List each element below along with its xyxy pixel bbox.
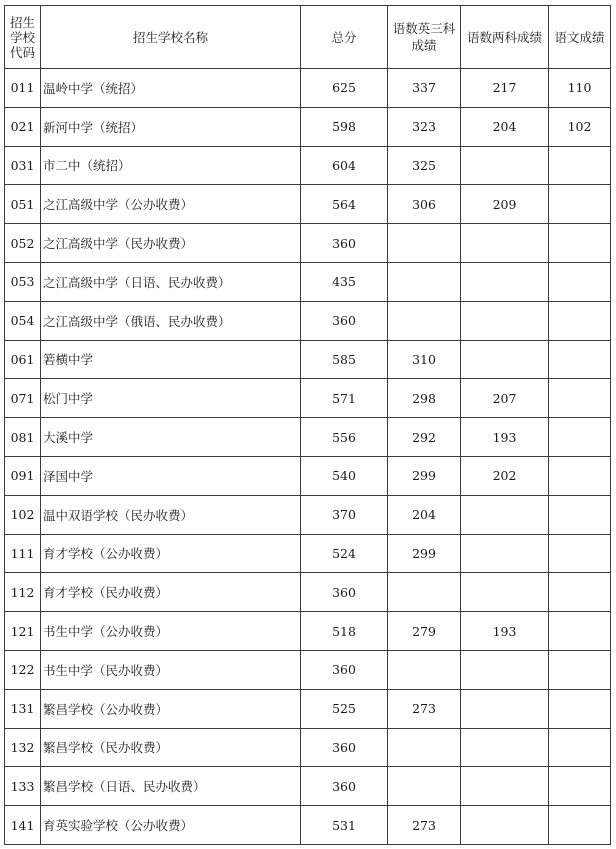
cell-two-subject-score: 217 [461,69,549,108]
cell-school-code: 052 [5,224,41,263]
cell-chinese-score [549,340,611,379]
cell-chinese-score [549,650,611,689]
admission-score-table [4,5,611,845]
cell-school-name: 之江高级中学（民办收费） [41,224,301,263]
cell-chinese-score [549,185,611,224]
header-three-subject-score: 语数英三科成绩 [388,6,461,69]
cell-school-name: 之江高级中学（日语、民办收费） [41,262,301,301]
cell-school-name: 大溪中学 [41,418,301,457]
table-row [5,806,611,845]
cell-total-score: 360 [301,728,388,767]
cell-school-code: 081 [5,418,41,457]
table-row [5,301,611,340]
cell-school-code: 071 [5,379,41,418]
cell-total-score: 604 [301,146,388,185]
cell-chinese-score [549,573,611,612]
cell-total-score: 518 [301,612,388,651]
cell-three-subject-score: 273 [388,689,461,728]
cell-three-subject-score [388,767,461,806]
cell-three-subject-score: 337 [388,69,461,108]
cell-two-subject-score [461,301,549,340]
cell-school-name: 书生中学（民办收费） [41,650,301,689]
table-body [5,69,611,845]
cell-two-subject-score [461,728,549,767]
header-two-subject-score: 语数两科成绩 [461,6,549,69]
cell-three-subject-score [388,650,461,689]
cell-school-code: 141 [5,806,41,845]
cell-total-score: 360 [301,573,388,612]
cell-chinese-score [549,495,611,534]
cell-school-name: 温中双语学校（民办收费） [41,495,301,534]
cell-two-subject-score: 209 [461,185,549,224]
header-chinese-score: 语文成绩 [549,6,611,69]
cell-two-subject-score [461,340,549,379]
cell-total-score: 625 [301,69,388,108]
cell-school-name: 新河中学（统招） [41,107,301,146]
cell-chinese-score [549,224,611,263]
cell-chinese-score [549,301,611,340]
cell-two-subject-score [461,534,549,573]
cell-school-name: 松门中学 [41,379,301,418]
cell-school-code: 021 [5,107,41,146]
table-row [5,224,611,263]
table-row [5,340,611,379]
table-row [5,534,611,573]
cell-school-name: 育才学校（公办收费） [41,534,301,573]
cell-three-subject-score: 299 [388,456,461,495]
cell-three-subject-score [388,573,461,612]
cell-school-code: 111 [5,534,41,573]
cell-school-code: 112 [5,573,41,612]
cell-chinese-score [549,418,611,457]
cell-school-name: 市二中（统招） [41,146,301,185]
cell-chinese-score [549,456,611,495]
cell-total-score: 524 [301,534,388,573]
cell-school-code: 031 [5,146,41,185]
table-row [5,185,611,224]
cell-chinese-score [549,806,611,845]
cell-total-score: 435 [301,262,388,301]
cell-two-subject-score [461,650,549,689]
cell-three-subject-score: 306 [388,185,461,224]
cell-three-subject-score: 323 [388,107,461,146]
cell-three-subject-score [388,301,461,340]
cell-chinese-score [549,146,611,185]
cell-school-name: 繁昌学校（日语、民办收费） [41,767,301,806]
table-row [5,573,611,612]
cell-total-score: 360 [301,767,388,806]
cell-three-subject-score: 325 [388,146,461,185]
cell-three-subject-score: 204 [388,495,461,534]
cell-chinese-score [549,767,611,806]
cell-total-score: 571 [301,379,388,418]
cell-two-subject-score [461,806,549,845]
cell-chinese-score [549,689,611,728]
cell-school-code: 131 [5,689,41,728]
cell-school-code: 102 [5,495,41,534]
cell-school-name: 温岭中学（统招） [41,69,301,108]
cell-two-subject-score [461,495,549,534]
cell-three-subject-score: 273 [388,806,461,845]
cell-total-score: 585 [301,340,388,379]
cell-school-name: 繁昌学校（公办收费） [41,689,301,728]
cell-total-score: 360 [301,301,388,340]
cell-two-subject-score [461,224,549,263]
table-row [5,146,611,185]
cell-chinese-score [549,728,611,767]
table-row [5,767,611,806]
cell-total-score: 360 [301,650,388,689]
cell-three-subject-score: 292 [388,418,461,457]
cell-school-name: 育英实验学校（公办收费） [41,806,301,845]
cell-two-subject-score: 207 [461,379,549,418]
cell-total-score: 370 [301,495,388,534]
cell-total-score: 556 [301,418,388,457]
cell-school-name: 书生中学（公办收费） [41,612,301,651]
cell-total-score: 564 [301,185,388,224]
header-total-score: 总分 [301,6,388,69]
cell-chinese-score [549,262,611,301]
cell-school-code: 053 [5,262,41,301]
cell-three-subject-score: 298 [388,379,461,418]
cell-school-code: 091 [5,456,41,495]
cell-two-subject-score: 204 [461,107,549,146]
cell-two-subject-score: 193 [461,612,549,651]
cell-three-subject-score: 310 [388,340,461,379]
cell-two-subject-score [461,262,549,301]
cell-school-code: 132 [5,728,41,767]
cell-two-subject-score [461,146,549,185]
cell-school-code: 061 [5,340,41,379]
cell-total-score: 598 [301,107,388,146]
cell-two-subject-score [461,573,549,612]
cell-school-name: 泽国中学 [41,456,301,495]
cell-school-name: 之江高级中学（公办收费） [41,185,301,224]
table-row [5,379,611,418]
cell-total-score: 540 [301,456,388,495]
table-row [5,612,611,651]
cell-school-name: 繁昌学校（民办收费） [41,728,301,767]
cell-school-code: 051 [5,185,41,224]
cell-chinese-score: 102 [549,107,611,146]
table-row [5,650,611,689]
cell-school-name: 之江高级中学（俄语、民办收费） [41,301,301,340]
table-row [5,107,611,146]
table-header-row [5,6,611,69]
cell-chinese-score: 110 [549,69,611,108]
table-row [5,262,611,301]
cell-two-subject-score [461,689,549,728]
cell-three-subject-score [388,728,461,767]
cell-two-subject-score: 193 [461,418,549,457]
cell-two-subject-score: 202 [461,456,549,495]
cell-total-score: 525 [301,689,388,728]
cell-school-code: 054 [5,301,41,340]
cell-school-code: 122 [5,650,41,689]
cell-school-code: 133 [5,767,41,806]
cell-total-score: 531 [301,806,388,845]
cell-school-code: 121 [5,612,41,651]
cell-chinese-score [549,612,611,651]
table-row [5,495,611,534]
cell-chinese-score [549,534,611,573]
cell-school-name: 育才学校（民办收费） [41,573,301,612]
table-row [5,456,611,495]
table-row [5,689,611,728]
table-row [5,418,611,457]
cell-total-score: 360 [301,224,388,263]
cell-school-name: 箬横中学 [41,340,301,379]
cell-three-subject-score: 299 [388,534,461,573]
header-school-code: 招生学校代码 [5,6,41,69]
table-row [5,69,611,108]
cell-three-subject-score [388,262,461,301]
cell-three-subject-score: 279 [388,612,461,651]
header-school-name: 招生学校名称 [41,6,301,69]
table-row [5,728,611,767]
cell-chinese-score [549,379,611,418]
cell-school-code: 011 [5,69,41,108]
cell-two-subject-score [461,767,549,806]
cell-three-subject-score [388,224,461,263]
